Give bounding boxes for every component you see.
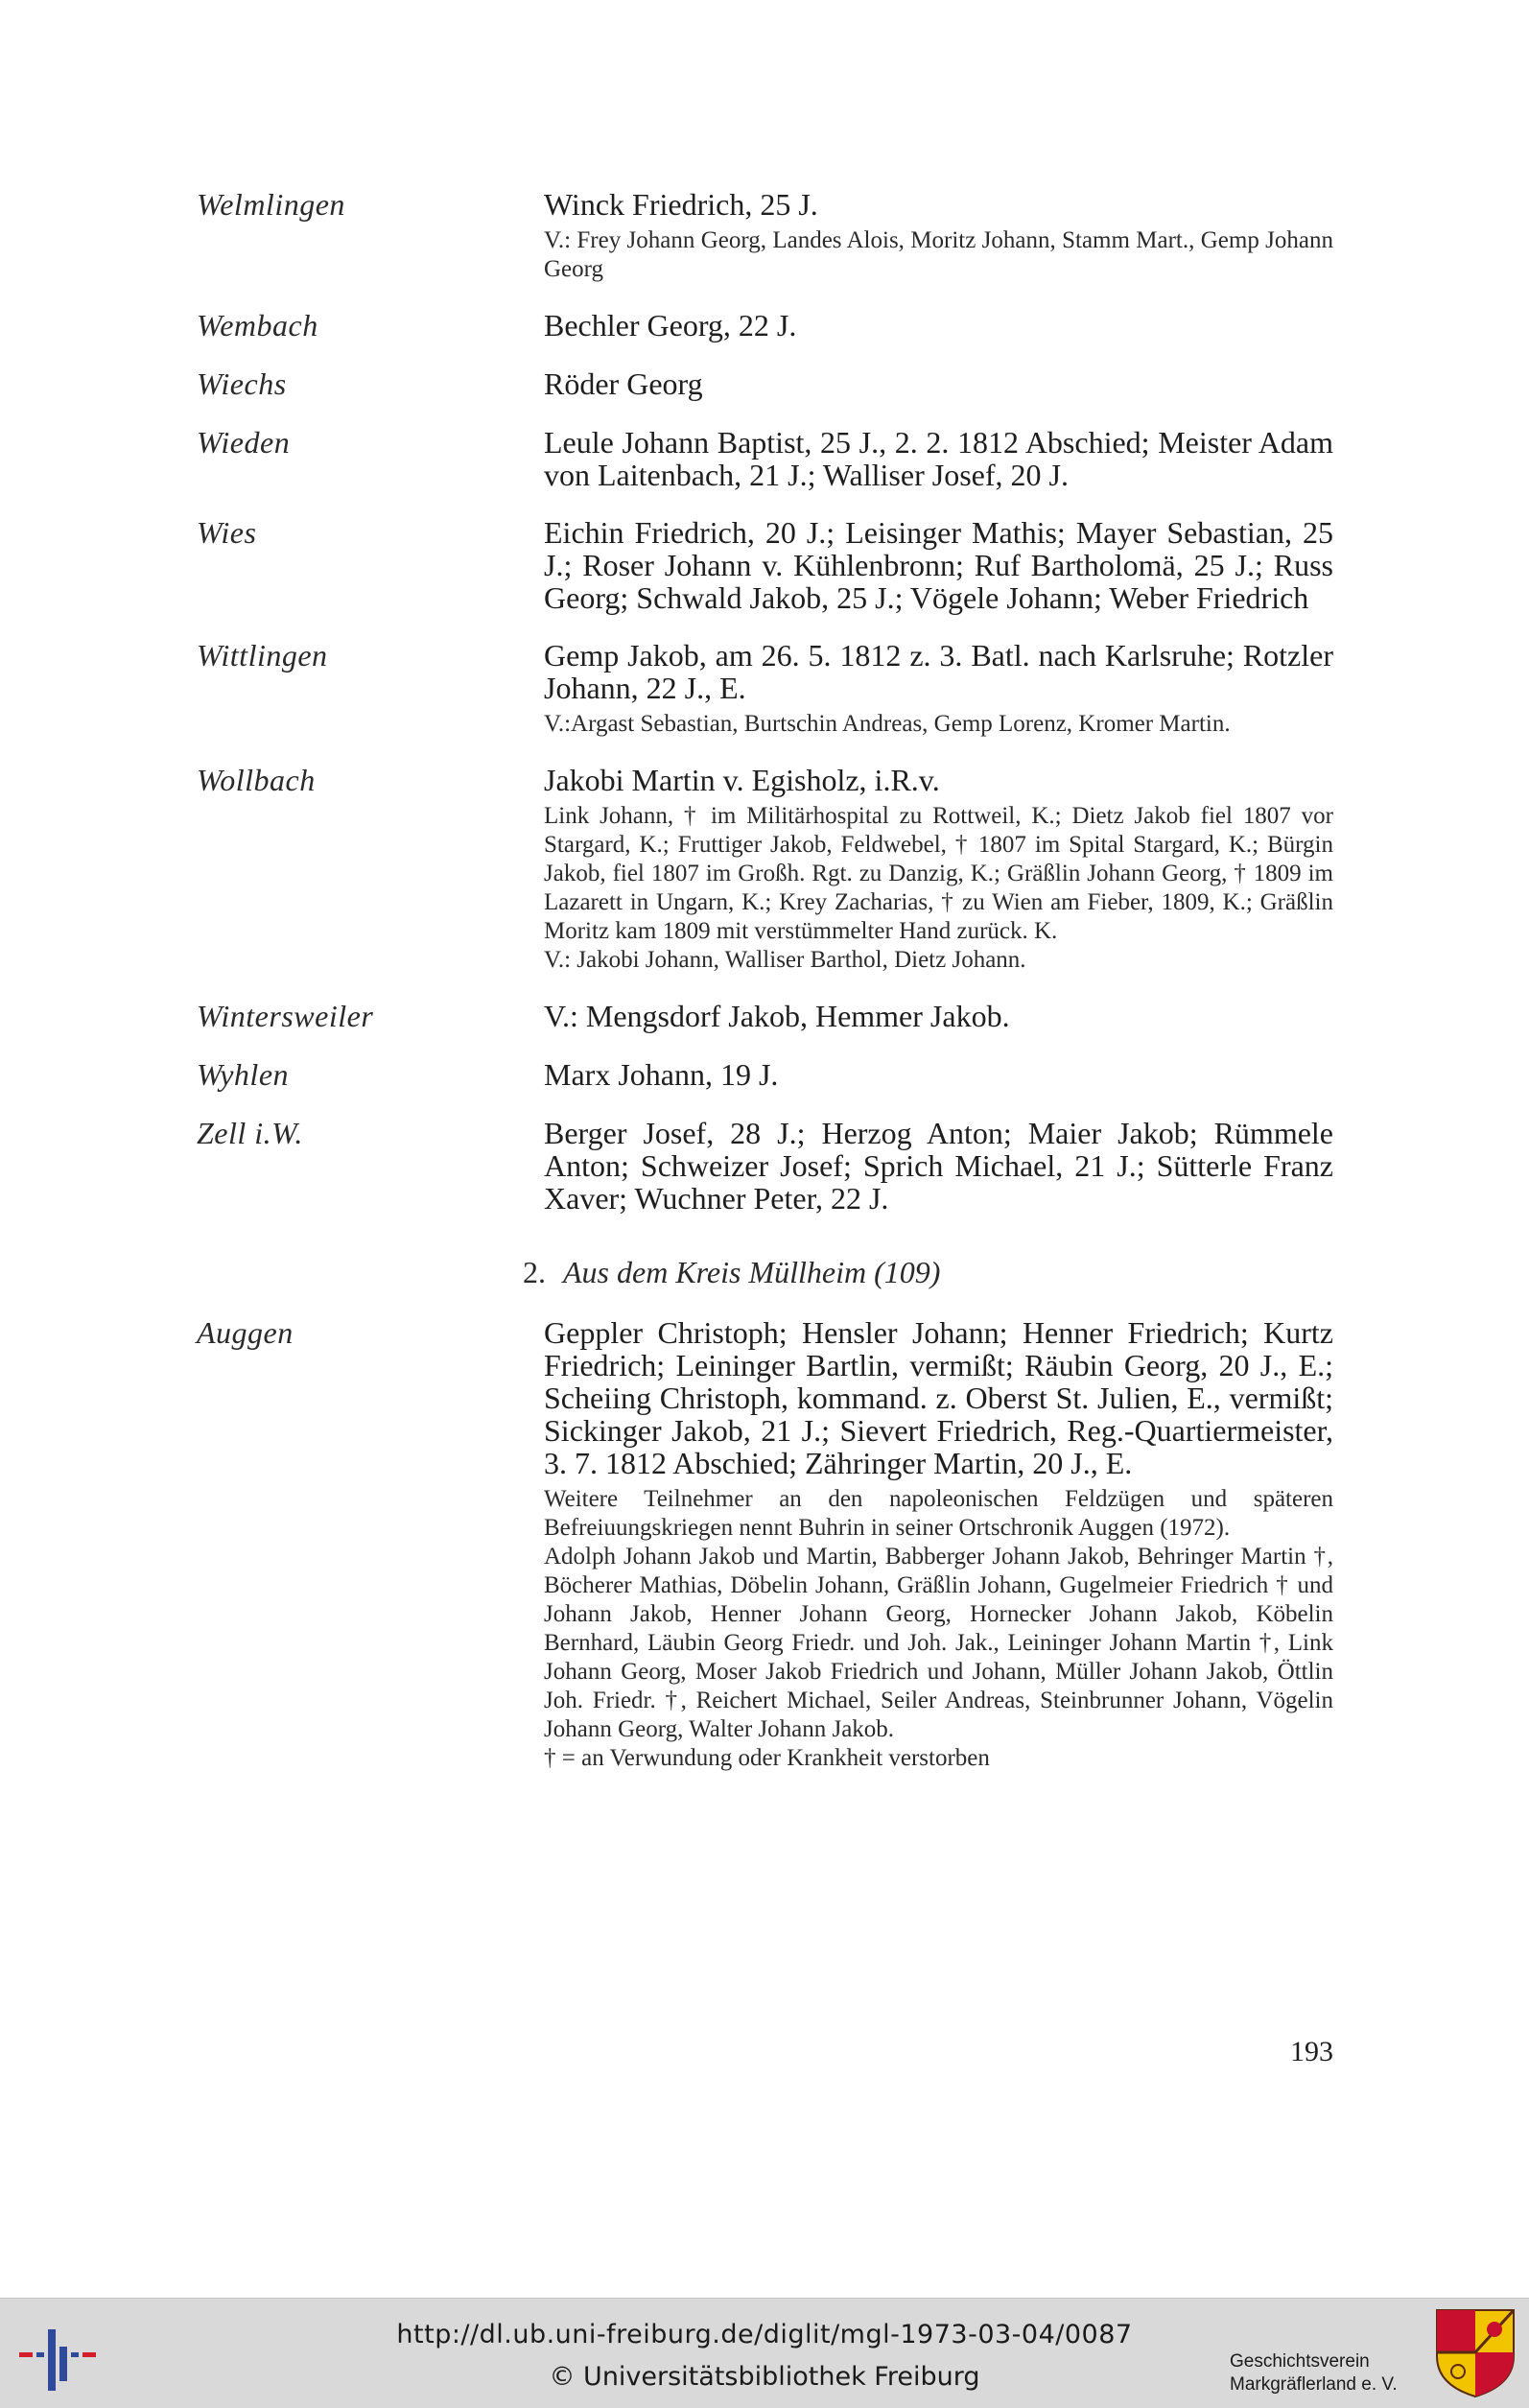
society-name (1230, 2350, 1431, 2396)
entry-content (544, 516, 1333, 614)
note-paragraph: Link Johann, † im Militärhospital zu Rottweil, K.; Dietz Jakob fiel 1807 vor Stargard, K.; Fruttiger Jakob, Feldwebel, † 1807 im Spital Stargard, K.; Bürgin Jakob, fiel 1807 im Großh. Rgt. zu Danzig, K.; Gräßlin Johann Georg, † 1809 im Lazarett in Ungarn, K.; Krey Zacharias, † zu Wien am Fieber, 1809, K.; Gräßlin Moritz kam 1809 mit verstümmelter Hand zurück. K. (544, 803, 1333, 944)
soldier-list: Leule Johann Baptist, 25 J., 2. 2. 1812 Abschied; Meister Adam von Laitenbach, 21 J.; Walliser Josef, 20 J. (544, 425, 1333, 492)
soldier-list: Winck Friedrich, 25 J. (544, 187, 818, 222)
entries-before (197, 188, 1333, 1215)
entry-row (197, 764, 1333, 975)
entry-content (544, 367, 1333, 401)
entry-content (544, 1000, 1333, 1033)
entry-note (544, 1485, 1333, 1773)
permalink-url[interactable]: http://dl.ub.uni-freiburg.de/diglit/mgl-1973-03-04/0087 (396, 2320, 1133, 2349)
entry-note (544, 226, 1333, 284)
place-name: Wembach (197, 308, 318, 342)
note-paragraph: V.: Jakobi Johann, Walliser Barthol, Dietz Johann. (544, 947, 1026, 973)
entry-row (197, 516, 1333, 614)
entry-row (197, 367, 1333, 401)
page-number: 193 (1290, 2036, 1333, 2067)
entry-row (197, 188, 1333, 284)
soldier-list: Berger Josef, 28 J.; Herzog Anton; Maier Jakob; Rümmele Anton; Schweizer Josef; Sprich Michael, 21 J.; Sütterle Franz Xaver; Wuchner Peter, 22 J. (544, 1116, 1333, 1216)
note-paragraph: † = an Verwundung oder Krankheit verstorben (544, 1745, 990, 1771)
note-paragraph: V.:Argast Sebastian, Burtschin Andreas, Gemp Lorenz, Kromer Martin. (544, 711, 1231, 737)
place-name: Wyhlen (197, 1057, 290, 1092)
entry-note (544, 802, 1333, 975)
soldier-list: Eichin Friedrich, 20 J.; Leisinger Mathis; Mayer Sebastian, 25 J.; Roser Johann v. Kühlenbronn; Ruf Bartholomä, 25 J.; Russ Georg; Schwald Jakob, 25 J.; Vögele Johann; Weber Friedrich (544, 515, 1333, 615)
soldier-list: V.: Mengsdorf Jakob, Hemmer Jakob. (544, 999, 1010, 1033)
soldier-list: Marx Johann, 19 J. (544, 1057, 779, 1092)
note-paragraph: Weitere Teilnehmer an den napoleonischen Feldzügen und späteren Befreiuungskriegen nennt Buhrin in seiner Ortschronik Auggen (1972). (544, 1486, 1333, 1541)
soldier-list: Röder Georg (544, 366, 703, 401)
place-name: Auggen (197, 1315, 294, 1350)
entry-row (197, 639, 1333, 739)
place-name: Wieden (197, 425, 291, 460)
entry-content (544, 1316, 1333, 1773)
note-paragraph: V.: Frey Johann Georg, Landes Alois, Moritz Johann, Stamm Mart., Gemp Johann Georg (544, 227, 1333, 282)
place-name: Wintersweiler (197, 999, 374, 1033)
place-name: Wittlingen (197, 638, 328, 673)
entry-content (544, 426, 1333, 491)
place-name: Wollbach (197, 763, 316, 797)
section-heading (197, 1255, 1333, 1289)
soldier-list: Gemp Jakob, am 26. 5. 1812 z. 3. Batl. nach Karlsruhe; Rotzler Johann, 22 J., E. (544, 638, 1333, 705)
entries-after (197, 1316, 1333, 1773)
entry-content (544, 764, 1333, 975)
society-line-1: Geschichtsverein (1230, 2351, 1370, 2372)
place-name: Zell i.W. (197, 1116, 303, 1150)
entry-row (197, 1000, 1333, 1033)
soldier-list: Bechler Georg, 22 J. (544, 308, 797, 342)
copyright-notice: © Universitätsbibliothek Freiburg (549, 2362, 980, 2392)
soldier-list: Geppler Christoph; Hensler Johann; Henner Friedrich; Kurtz Friedrich; Leininger Bartlin, vermißt; Räubin Georg, 20 J., E.; Scheiing Christoph, kommand. z. Oberst St. Julien, E., vermißt; Sickinger Jakob, 21 J.; Sievert Friedrich, Reg.-Quartiermeister, 3. 7. 1812 Abschied; Zähringer Martin, 20 J., E. (544, 1315, 1333, 1480)
place-name: Wiechs (197, 366, 287, 401)
entry-list (197, 188, 1333, 1798)
note-paragraph: Adolph Johann Jakob und Martin, Babberger Johann Jakob, Behringer Martin †, Böcherer Mathias, Döbelin Johann, Gräßlin Johann, Gugelmeier Friedrich † und Johann Jakob, Henner Johann Georg, Hornecker Johann Jakob, Köbelin Bernhard, Läubin Georg Friedr. und Joh. Jak., Leininger Johann Martin †, Link Johann Georg, Moser Jakob Friedrich und Johann, Müller Johann Jakob, Öttlin Joh. Friedr. †, Reichert Michael, Seiler Andreas, Steinbrunner Johann, Vögelin Johann Georg, Walter Johann Jakob. (544, 1544, 1333, 1742)
viewer-footer (0, 2298, 1529, 2408)
entry-row (197, 1117, 1333, 1215)
entry-row (197, 426, 1333, 491)
section-title: Aus dem Kreis Müllheim (109) (563, 1255, 941, 1289)
entry-content (544, 1058, 1333, 1092)
entry-content (544, 1117, 1333, 1215)
place-name: Welmlingen (197, 187, 345, 222)
section-number: 2. (523, 1255, 546, 1289)
entry-note (544, 710, 1333, 739)
coat-of-arms-icon[interactable] (1435, 2308, 1516, 2398)
entry-content (544, 309, 1333, 342)
entry-row (197, 1316, 1333, 1773)
entry-row (197, 1058, 1333, 1092)
entry-content (544, 188, 1333, 284)
society-line-2: Markgräflerland e. V. (1230, 2374, 1398, 2395)
place-name: Wies (197, 515, 257, 550)
entry-content (544, 639, 1333, 739)
soldier-list: Jakobi Martin v. Egisholz, i.R.v. (544, 763, 940, 797)
entry-row (197, 309, 1333, 342)
